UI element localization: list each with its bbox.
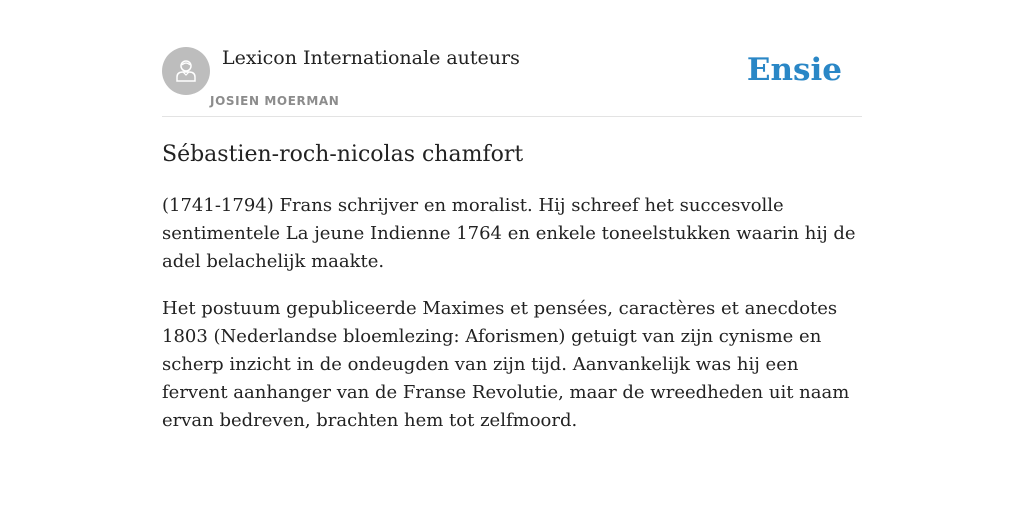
article: [162, 140, 862, 435]
article-paragraph: Het postuum gepubliceerde Maximes et pensées, caractères et anecdotes 1803 (Nederlandse bloemlezing: Aforismen) getuigt van zijn cynisme en scherp inzicht in de ondeugden van zijn tijd. Aanvankelijk was hij een fervent aanhanger van de Franse Revolutie, maar de wreedheden uit naam ervan bedreven, brachten hem tot zelfmoord.: [162, 298, 850, 431]
header: [162, 46, 862, 117]
article-title: Sébastien-roch-nicolas chamfort: [162, 142, 524, 167]
author-name[interactable]: JOSIEN MOERMAN: [210, 94, 340, 108]
avatar[interactable]: [162, 47, 210, 95]
site-logo[interactable]: Ensie: [746, 52, 842, 88]
publication-title[interactable]: Lexicon Internationale auteurs: [222, 47, 520, 69]
article-paragraph: (1741-1794) Frans schrijver en moralist. Hij schreef het succesvolle sentimentele La jeune Indienne 1764 en enkele toneelstukken waarin hij de adel belachelijk maakte.: [162, 195, 856, 272]
user-icon: [171, 56, 201, 86]
